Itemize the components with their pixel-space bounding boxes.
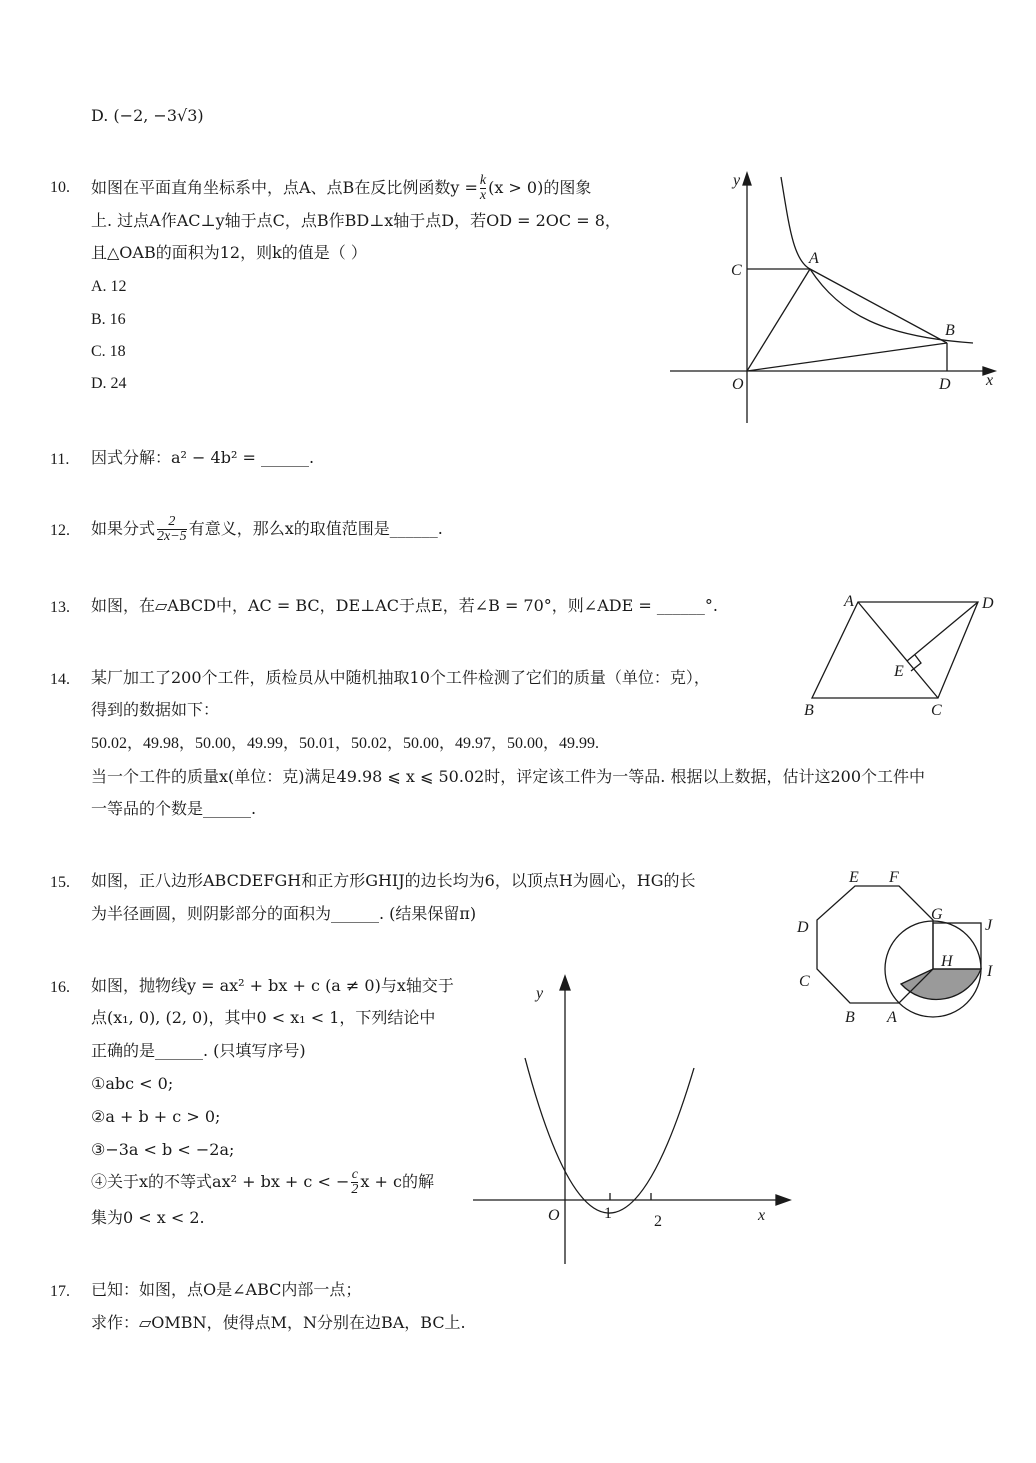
q10-fraction [480, 174, 486, 203]
q16-line1: 如图，抛物线y = ax² + bx + c (a ≠ 0)与x轴交于 [91, 976, 454, 995]
q15-line1: 如图，正八边形ABCDEFGH和正方形GHIJ的边长均为6，以顶点H为圆心，HG的长 [91, 871, 696, 890]
q12-post: 有意义，那么x的取值范围是______. [188, 519, 443, 538]
q10-label-d: D [939, 376, 951, 393]
q10-label-y: y [733, 172, 741, 189]
q10-line1 [91, 172, 591, 204]
q16-parabola [525, 1058, 694, 1213]
q14-line4: 一等品的个数是______. [91, 799, 257, 818]
q17-line2: 求作：▱OMBN，使得点M，N分别在边BA，BC上. [91, 1313, 466, 1332]
q15-label-f: F [889, 869, 899, 886]
q10-line2: 上. 过点A作AC⊥y轴于点C，点B作BD⊥x轴于点D，若OD = 2OC = 8， [91, 211, 621, 230]
q12-number: 12. [50, 522, 70, 539]
q13-label-d: D [982, 595, 994, 612]
q15-label-b: B [845, 1009, 855, 1026]
q14-line2: 得到的数据如下： [91, 700, 220, 719]
q15-shaded-region [901, 969, 981, 999]
q16-c4-post: x + c的解 [360, 1172, 434, 1191]
q16-c4-fraction [351, 1168, 358, 1197]
q10-frac-den: x [479, 188, 487, 203]
q10-line3: 且△OAB的面积为12，则k的值是（ ） [91, 243, 367, 262]
q10-segment-ob [747, 343, 947, 371]
q10-option-a: A. 12 [91, 278, 127, 295]
q13-right-angle [911, 655, 921, 671]
q15-label-h: H [941, 953, 953, 970]
q16-label-y: y [536, 985, 544, 1002]
q10-option-c: C. 18 [91, 343, 126, 360]
q10-label-x: x [986, 372, 994, 389]
q12-line [91, 512, 443, 546]
q14-line3: 当一个工件的质量x(单位：克)满足49.98 ⩽ x ⩽ 50.02时，评定该工件为一等品. 根据以上数据，估计这200个工件中 [91, 767, 926, 786]
q16-conclusion-1: ①abc < 0; [91, 1074, 174, 1093]
q10-line1-end: (x > 0)的图象 [488, 178, 592, 197]
q12-pre: 如果分式 [91, 519, 156, 538]
q15-line2: 为半径画圆，则阴影部分的面积为______. (结果保留π) [91, 904, 477, 923]
q16-label-x: x [758, 1207, 766, 1224]
q16-label-1: 1 [604, 1205, 612, 1222]
q16-c4-frac-den: 2 [351, 1182, 359, 1197]
q12-frac-den: 2x−5 [157, 529, 187, 544]
q13-segment-de [907, 602, 978, 661]
q16-label-o: O [548, 1207, 560, 1224]
q16-conclusion-2: ②a + b + c > 0; [91, 1107, 221, 1126]
q10-label-a: A [809, 250, 819, 267]
q15-label-a: A [887, 1009, 897, 1026]
q14-number: 14. [50, 671, 70, 688]
q16-y-arrow [560, 976, 570, 990]
q16-number: 16. [50, 979, 70, 996]
q13-diagonal-ac [858, 602, 938, 698]
q16-conclusion-4-end: 集为0 < x < 2. [91, 1208, 205, 1227]
q10-segment-oa [747, 269, 810, 371]
q12-frac-num: 2 [168, 514, 176, 529]
q16-conclusion-3: ③−3a < b < −2a; [91, 1140, 235, 1159]
q17-line1: 已知：如图，点O是∠ABC内部一点； [91, 1280, 362, 1299]
q10-segment-ab [810, 269, 947, 343]
q16-figure [468, 972, 798, 1272]
q10-y-arrow [743, 173, 751, 185]
q13-parallelogram [812, 602, 978, 698]
q11-text: 因式分解：a² − 4b² = ______. [91, 448, 315, 467]
q14-data: 50.02，49.98，50.00，49.99，50.01，50.02，50.00，49.97，50.00，49.99. [91, 735, 600, 752]
q11-number: 11. [50, 451, 70, 468]
q10-figure [665, 165, 1005, 430]
q10-label-b: B [945, 322, 955, 339]
q13-number: 13. [50, 599, 70, 616]
q13-label-b: B [804, 702, 814, 719]
q13-label-c: C [931, 702, 942, 719]
q10-label-o: O [732, 376, 744, 393]
q16-c4-pre: ④关于x的不等式ax² + bx + c < − [91, 1172, 350, 1191]
q13-label-e: E [894, 663, 904, 680]
q9-option-d: D. (−2, −3√3) [91, 106, 204, 125]
q12-fraction [157, 515, 187, 544]
q15-label-g: G [931, 906, 943, 923]
q13-text: 如图，在▱ABCD中，AC = BC，DE⊥AC于点E，若∠B = 70°，则∠ADE = ______°. [91, 596, 718, 615]
q10-frac-num: k [479, 173, 487, 188]
q15-label-c: C [799, 973, 810, 990]
q16-label-2: 2 [654, 1213, 662, 1230]
q10-option-d: D. 24 [91, 375, 127, 392]
q16-x-arrow [776, 1195, 790, 1205]
q16-line3: 正确的是______. (只填写序号) [91, 1041, 306, 1060]
q15-label-d: D [797, 919, 809, 936]
q10-label-c: C [731, 262, 742, 279]
q16-line2: 点(x₁, 0), (2, 0)，其中0 < x₁ < 1，下列结论中 [91, 1008, 436, 1027]
q10-number: 10. [50, 179, 70, 196]
q14-line1: 某厂加工了200个工件，质检员从中随机抽取10个工件检测了它们的质量（单位：克）， [91, 668, 710, 687]
q15-label-e: E [849, 869, 859, 886]
q15-label-i: I [987, 963, 993, 980]
q17-number: 17. [50, 1283, 70, 1300]
q15-label-j: J [985, 917, 993, 934]
q15-number: 15. [50, 874, 70, 891]
q10-line1-text: 如图在平面直角坐标系中，点A、点B在反比例函数y = [91, 178, 478, 197]
q16-c4-frac-num: c [351, 1167, 358, 1182]
q13-label-a: A [844, 593, 854, 610]
q16-conclusion-4 [91, 1165, 434, 1199]
q13-figure [800, 590, 1010, 720]
q15-figure [795, 862, 1010, 1032]
q10-option-b: B. 16 [91, 311, 126, 328]
